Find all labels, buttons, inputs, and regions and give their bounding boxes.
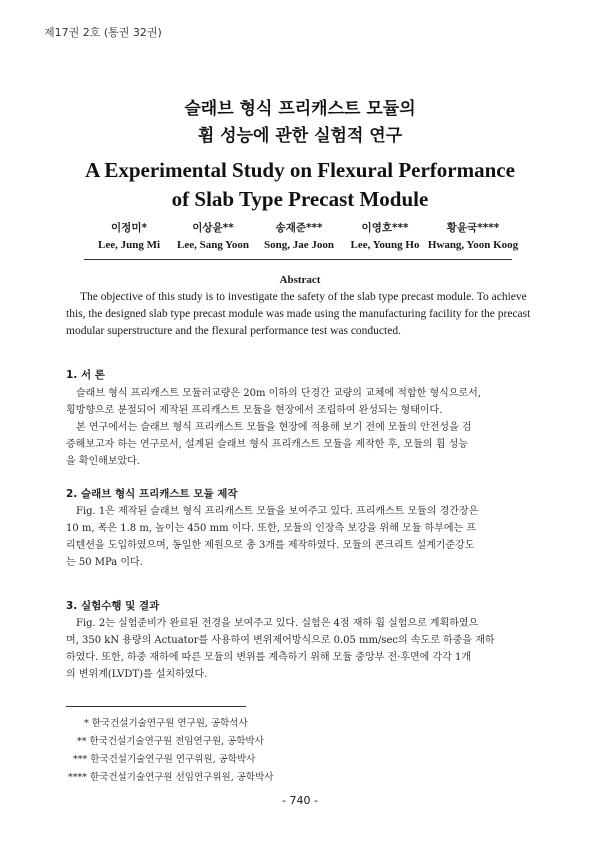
body-line: 10 m, 폭은 1.8 m, 높이는 450 mm 이다. 또한, 모듈의 인장측 보강을 위해 모듈 하부에는 프 <box>66 523 477 534</box>
body-line: 며, 350 kN 용량의 Actuator를 사용하여 변위제어방식으로 0.05 mm/sec의 속도로 하중을 재하 <box>66 635 495 646</box>
author-name-en: Song, Jae Joon <box>264 239 334 251</box>
abstract-heading: Abstract <box>279 274 321 286</box>
abstract-line: this, the designed slab type precast module was made using the manufacturing facility for the precast <box>66 308 531 320</box>
footnote-1: * 한국건설기술연구원 연구원, 공학석사 <box>84 718 248 729</box>
body-line: 본 연구에서는 슬래브 형식 프리캐스트 모듈을 현장에 적용해 보기 전에 모듈의 안전성을 검 <box>76 422 472 433</box>
body-line: Fig. 2는 실험준비가 완료된 전경을 보여주고 있다. 실험은 4점 재하 휨 실험으로 계획하였으 <box>76 618 479 629</box>
author-name-kr: 이영호*** <box>361 222 409 234</box>
section-3-heading: 3. 실험수행 및 결과 <box>66 600 160 612</box>
body-line: 횡방향으로 분절되어 제작된 프리캐스트 모듈을 현장에서 조립하여 완성되는 형태이다. <box>66 405 443 416</box>
author-name-en: Lee, Jung Mi <box>97 239 161 251</box>
author-name-kr: 이정미* <box>111 222 147 234</box>
author-name-kr: 이상윤** <box>192 222 234 234</box>
abstract-body <box>66 289 532 340</box>
page-number: - 740 - <box>282 794 318 807</box>
journal-issue-header: 제17권 2호 (통권 32권) <box>44 26 162 39</box>
author-name-kr: 황윤국**** <box>446 222 500 234</box>
abstract-line: The objective of this study is to investigate the safety of the slab type precast module. To achieve <box>80 291 527 303</box>
section-2-body <box>66 503 534 571</box>
title-separator-rule <box>84 259 512 260</box>
body-line: 리텐션을 도입하였으며, 동일한 제원으로 총 3개를 제작하였다. 모듈의 콘크리트 설계기준강도 <box>66 540 475 551</box>
section-1-body <box>66 385 534 470</box>
author-name-en: Lee, Sang Yoon <box>176 239 250 251</box>
body-line: 증해보고자 하는 연구로서, 설계된 슬래브 형식 프리캐스트 모듈을 제작한 후, 모듈의 휨 성능 <box>66 439 468 450</box>
body-line: 는 50 MPa 이다. <box>66 557 143 568</box>
footnote-4: **** 한국건설기술연구원 선임연구위원, 공학박사 <box>68 772 274 783</box>
body-line: 을 확인해보았다. <box>66 456 140 467</box>
section-1-heading: 1. 서 론 <box>66 369 105 381</box>
body-line: 의 변위계(LVDT)를 설치하였다. <box>66 669 208 680</box>
author-name-en: Lee, Young Ho <box>350 239 420 251</box>
english-title-line-2: of Slab Type Precast Module <box>171 187 429 211</box>
footnote-2: ** 한국건설기술연구원 전임연구원, 공학박사 <box>77 736 264 747</box>
english-title-line-1: A Experimental Study on Flexural Performance <box>85 158 515 182</box>
author-name-en: Hwang, Yoon Koog <box>427 239 519 251</box>
footnote-3: *** 한국건설기술연구원 연구위원, 공학박사 <box>73 754 256 765</box>
body-line: Fig. 1은 제작된 슬래브 형식 프리캐스트 모듈을 보여주고 있다. 프리캐스트 모듈의 경간장은 <box>76 506 479 517</box>
author-name-kr: 송재준*** <box>275 222 323 234</box>
korean-title-line-2: 휨 성능에 관한 실험적 연구 <box>197 126 403 146</box>
footnote-separator-rule <box>66 706 246 707</box>
body-line: 하였다. 또한, 하중 재하에 따른 모듈의 변위를 계측하기 위해 모듈 중앙부 전·후면에 각각 1개 <box>66 652 471 663</box>
author-5 <box>418 220 528 253</box>
korean-title-line-1: 슬래브 형식 프리캐스트 모듈의 <box>184 99 416 119</box>
section-2-heading: 2. 슬래브 형식 프리캐스트 모듈 제작 <box>66 488 238 500</box>
section-3-body <box>66 615 534 683</box>
body-line: 슬래브 형식 프리캐스트 모듈러교량은 20m 이하의 단경간 교량의 교체에 적합한 형식으로서, <box>76 388 481 399</box>
abstract-line: modular superstructure and the flexural performance test was conducted. <box>66 325 401 337</box>
